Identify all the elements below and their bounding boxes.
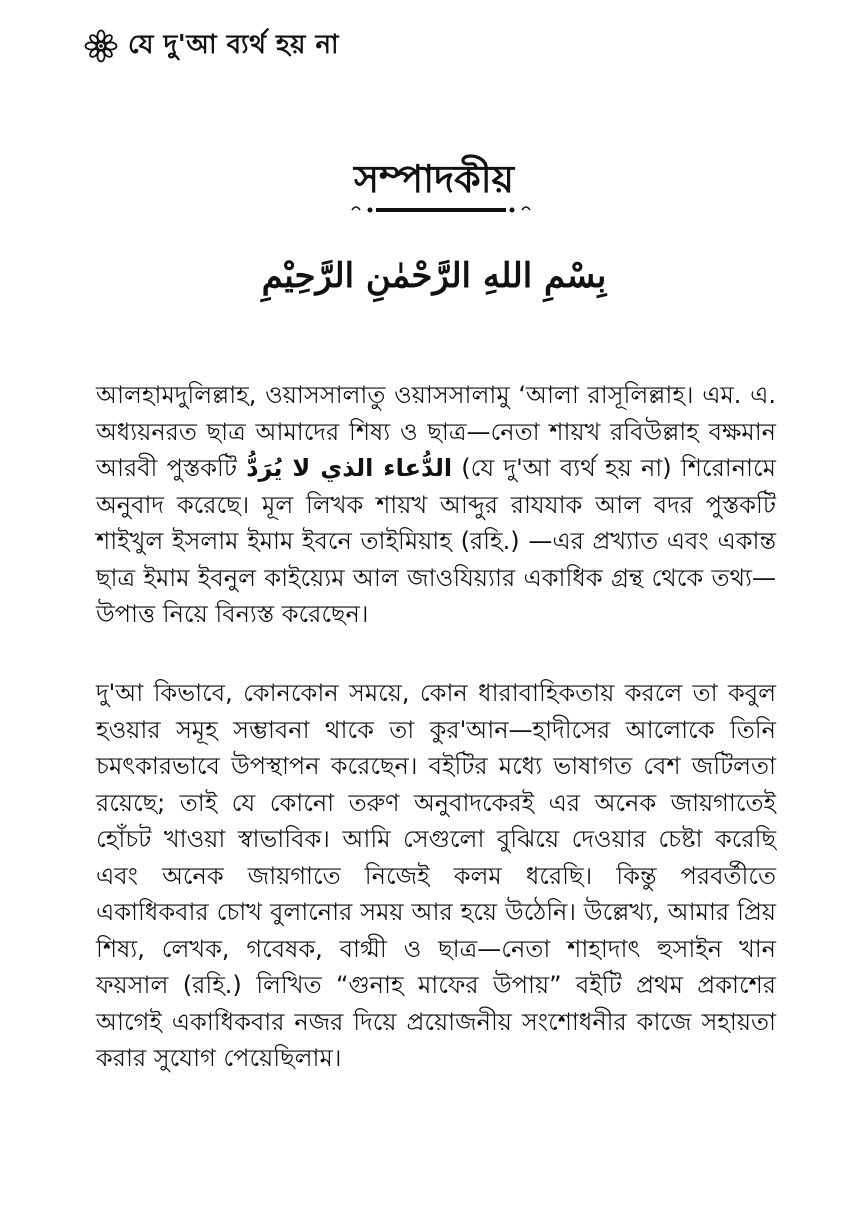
paragraph-1-text-start: আলহামদুলিল্লাহ, ওয়াসসালাতু ওয়াসসালামু ‘আলা রাসূলিল্লাহ। এম. এ. অধ্যয়নরত ছাত্র আমাদের শিষ্য ও ছাত্র—নেতা শায়খ রবিউল্লাহ বক্ষমান আরবী পুস্তকটি [96, 381, 776, 482]
running-title: যে দু'আ ব্যর্থ হয় না [128, 30, 340, 60]
heading-block [0, 152, 868, 206]
ornamental-rule [0, 202, 868, 218]
basmala: بِسْمِ اللهِ الرَّحْمٰنِ الرَّحِيْمِ [261, 256, 607, 296]
running-header [84, 24, 339, 68]
page-title: সম্পাদকীয় [354, 157, 514, 201]
paragraph-2: দু'আ কিভাবে, কোনকোন সময়ে, কোন ধারাবাহিকতায় করলে তা কবুল হওয়ার সমূহ সম্ভাবনা থাকে তা কুর'আন—হাদীসের আলোকে তিনি চমৎকারভাবে উপস্থাপন করেছেন। বইটির মধ্যে ভাষাগত বেশ জটিলতা রয়েছে; তাই যে কোনো তরুণ অনুবাদকেরই এর অনেক জায়গাতেই হোঁচট খাওয়া স্বাভাবিক। আমি সেগুলো বুঝিয়ে দেওয়ার চেষ্টা করেছি এবং অনেক জায়গাতে নিজেই কলম ধরেছি। কিন্তু পরবর্তীতে একাধিকবার চোখ বুলানোর সময় আর হয়ে উঠেনি। উল্লেখ্য, আমার প্রিয় শিষ্য, লেখক, গবেষক, বাগ্মী ও ছাত্র—নেতা শাহাদাৎ হুসাইন খান ফয়সাল (রহি.) লিখিত “গুনাহ মাফের উপায়” বইটি প্রথম প্রকাশের আগেই একাধিকবার নজর দিয়ে প্রয়োজনীয় সংশোধনীর কাজে সহায়তা করার সুযোগ পেয়েছিলাম। [96, 679, 776, 1072]
paragraph-1-text-end: (যে দু'আ ব্যর্থ হয় না) শিরোনামে অনুবাদ করেছে। মূল লিখক শায়খ আব্দুর রাযযাক আল বদর পুস্তকটি শাইখুল ইসলাম ইমাম ইবনে তাইমিয়াহ (রহি.) —এর প্রখ্যাত এবং একান্ত ছাত্র ইমাম ইবনুল কাইয়্যেম আল জাওযিয়্যার একাধিক গ্রন্থ থেকে তথ্য—উপাত্ত নিয়ে বিন্যস্ত করেছেন। [96, 454, 776, 628]
paragraph-1 [96, 377, 776, 633]
flower-ornament-icon [84, 29, 118, 63]
arabic-book-title: الدُّعاء الذي لا يُرَدُّ [246, 454, 453, 482]
